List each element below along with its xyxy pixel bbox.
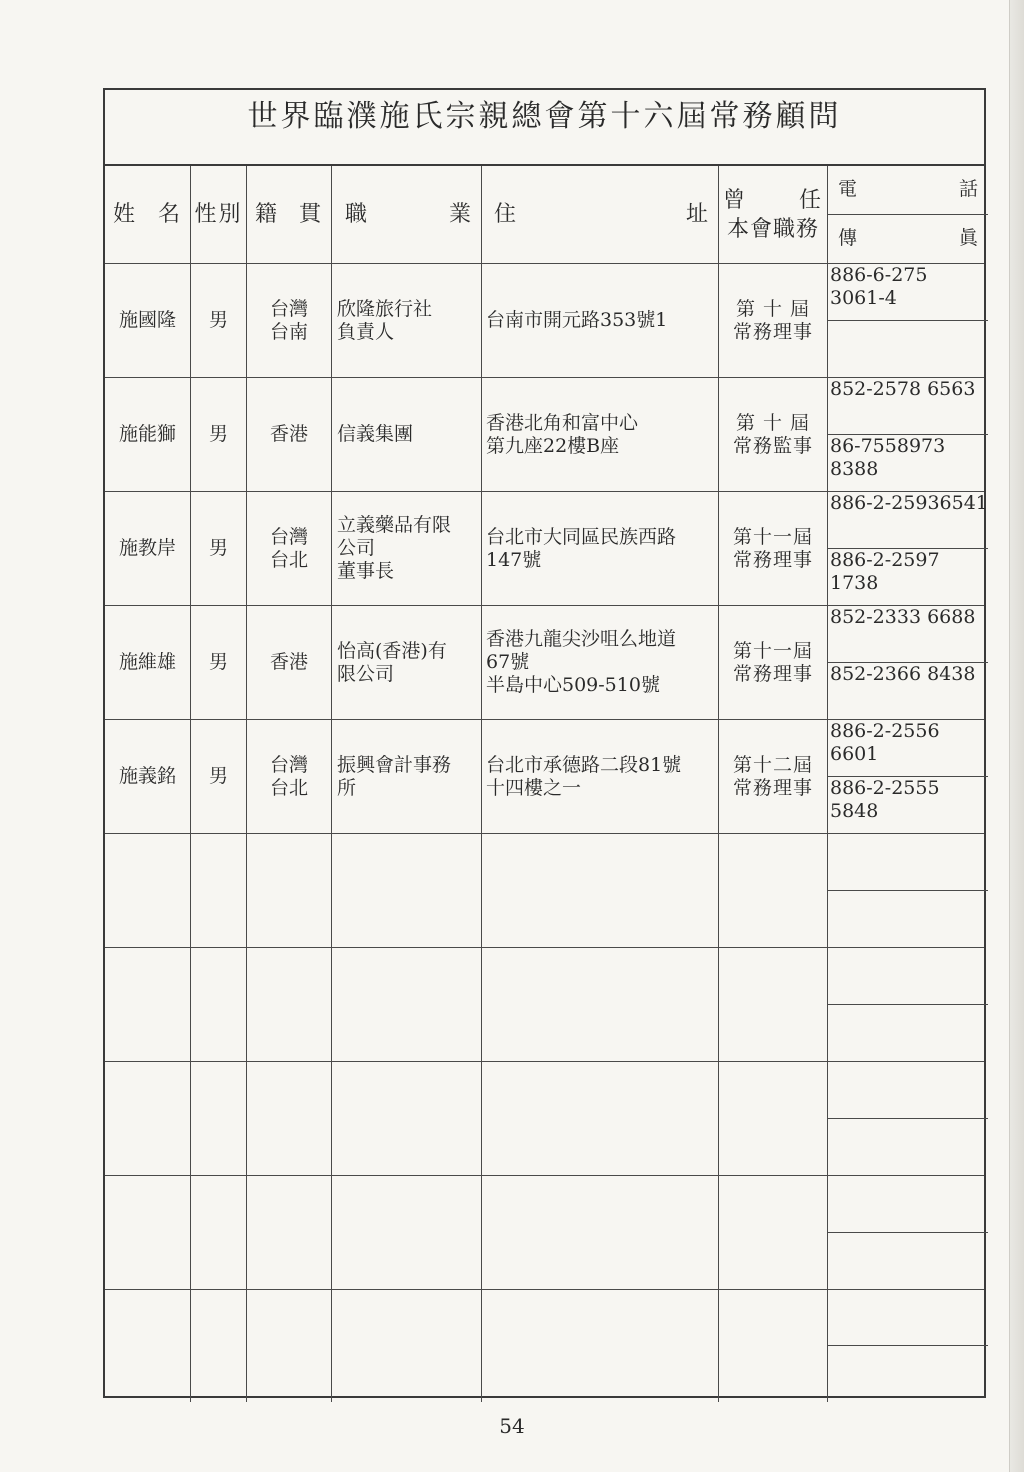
cell-occupation xyxy=(332,1290,482,1402)
origin-line: 台南 xyxy=(269,320,308,343)
table-row xyxy=(105,606,984,720)
header-addr-a: 住 xyxy=(494,202,519,227)
advisor-table xyxy=(103,88,986,1398)
header-phone-fax xyxy=(828,166,988,263)
cell-occupation xyxy=(332,606,482,719)
cell-occupation xyxy=(332,1176,482,1289)
occupation-line: 限公司 xyxy=(337,662,395,685)
fax-value xyxy=(828,1346,988,1402)
phone-value xyxy=(828,1290,988,1346)
header-job-b: 業 xyxy=(448,202,473,227)
page-edge xyxy=(1009,0,1024,1472)
header-origin xyxy=(247,166,332,263)
header-sex: 性別 xyxy=(191,166,247,263)
cell-address xyxy=(482,1290,719,1402)
post-line: 第 十 屆 xyxy=(735,411,811,434)
cell-sex xyxy=(191,1176,247,1289)
cell-origin xyxy=(247,720,332,833)
origin-line: 香港 xyxy=(269,423,308,445)
cell-address xyxy=(482,948,719,1061)
fax-line: 1738 xyxy=(830,571,879,594)
table-title: 世界臨濮施氏宗親總會第十六屆常務顧問 xyxy=(105,90,984,166)
cell-former-post xyxy=(719,1290,828,1402)
table-row xyxy=(105,264,984,378)
phone-line: 886-2-2556 xyxy=(830,720,940,742)
cell-former-post xyxy=(719,606,828,719)
phone-line: 6601 xyxy=(830,743,879,765)
cell-sex: 男 xyxy=(191,378,247,491)
table-row xyxy=(105,378,984,492)
header-origin-a: 籍 xyxy=(255,202,280,227)
address-line: 十四樓之一 xyxy=(486,776,582,799)
empty-row xyxy=(105,948,984,1062)
table-grid xyxy=(105,166,988,1402)
fax-value xyxy=(828,435,988,492)
header-origin-b: 貫 xyxy=(298,202,323,227)
cell-occupation xyxy=(332,948,482,1061)
cell-occupation xyxy=(332,264,482,377)
cell-origin xyxy=(247,834,332,947)
post-line: 第十一屆 xyxy=(732,639,813,662)
cell-former-post xyxy=(719,720,828,833)
phone-value xyxy=(828,720,988,777)
phone-line: 852-2578 6563 xyxy=(830,378,976,400)
occupation-line: 怡高(香港)有 xyxy=(337,639,447,662)
header-addr-b: 址 xyxy=(685,202,710,227)
phone-value xyxy=(828,1062,988,1119)
header-phone-a: 電 xyxy=(838,178,860,201)
cell-phone-fax xyxy=(828,948,988,1061)
occupation-line: 欣隆旅行社 xyxy=(337,297,433,320)
cell-origin xyxy=(247,948,332,1061)
cell-address xyxy=(482,720,719,833)
header-name xyxy=(105,166,191,263)
cell-origin xyxy=(247,1176,332,1289)
post-line: 第 十 屆 xyxy=(735,297,811,320)
phone-line: 886-6-275 xyxy=(830,264,928,286)
fax-line: 86-7558973 xyxy=(830,434,946,457)
address-line: 香港九龍尖沙咀么地道 xyxy=(486,628,677,650)
cell-sex: 男 xyxy=(191,264,247,377)
cell-phone-fax xyxy=(828,606,988,719)
fax-value xyxy=(828,891,988,948)
cell-name xyxy=(105,1176,191,1289)
origin-line: 台灣 xyxy=(269,753,308,776)
phone-value xyxy=(828,834,988,891)
phone-value xyxy=(828,1176,988,1233)
phone-value xyxy=(828,264,988,321)
address-line: 香港北角和富中心 xyxy=(486,411,639,434)
origin-line: 台灣 xyxy=(269,525,308,548)
occupation-line: 公司 xyxy=(337,537,376,559)
cell-former-post xyxy=(719,492,828,605)
empty-row xyxy=(105,1062,984,1176)
fax-line: 5848 xyxy=(830,799,879,822)
cell-sex xyxy=(191,1290,247,1402)
cell-phone-fax xyxy=(828,1062,988,1175)
occupation-line: 信義集團 xyxy=(337,423,414,445)
phone-line: 852-2333 6688 xyxy=(830,606,976,628)
page-number: 54 xyxy=(499,1414,525,1438)
cell-former-post xyxy=(719,1176,828,1289)
cell-address xyxy=(482,1176,719,1289)
cell-sex: 男 xyxy=(191,492,247,605)
cell-origin xyxy=(247,378,332,491)
origin-line: 香港 xyxy=(269,651,308,673)
cell-phone-fax xyxy=(828,378,988,491)
header-phone xyxy=(828,166,988,215)
cell-occupation xyxy=(332,720,482,833)
empty-row xyxy=(105,834,984,948)
header-post-a: 曾 xyxy=(723,187,748,213)
header-post-b: 任 xyxy=(798,187,823,213)
post-line: 第十二屆 xyxy=(732,753,813,776)
cell-origin xyxy=(247,1290,332,1402)
occupation-line: 董事長 xyxy=(337,560,395,582)
address-line: 台北市大同區民族西路 xyxy=(486,525,677,548)
header-row xyxy=(105,166,984,264)
occupation-line: 立義藥品有限 xyxy=(337,514,452,536)
cell-address xyxy=(482,606,719,719)
fax-value xyxy=(828,1119,988,1176)
cell-address xyxy=(482,264,719,377)
header-job xyxy=(332,166,482,263)
fax-value xyxy=(828,549,988,606)
cell-occupation xyxy=(332,378,482,491)
fax-value xyxy=(828,777,988,834)
header-fax-b: 眞 xyxy=(958,227,980,250)
phone-line: 3061-4 xyxy=(830,287,897,309)
header-address xyxy=(482,166,719,263)
cell-name xyxy=(105,948,191,1061)
empty-row xyxy=(105,1290,984,1402)
post-line: 常務理事 xyxy=(732,776,813,799)
post-line: 第十一屆 xyxy=(732,525,813,548)
cell-former-post xyxy=(719,264,828,377)
cell-former-post xyxy=(719,1062,828,1175)
fax-line: 886-2-2597 xyxy=(830,548,940,571)
cell-origin xyxy=(247,264,332,377)
header-post-line2: 本會職務 xyxy=(726,216,819,242)
cell-origin xyxy=(247,606,332,719)
cell-occupation xyxy=(332,1062,482,1175)
cell-former-post xyxy=(719,378,828,491)
origin-line: 台灣 xyxy=(269,297,308,320)
header-post xyxy=(719,166,828,263)
occupation-line: 負責人 xyxy=(337,320,395,343)
address-line: 第九座22樓B座 xyxy=(486,434,620,457)
header-name-a: 姓 xyxy=(113,202,138,227)
post-line: 常務理事 xyxy=(732,662,813,685)
cell-occupation xyxy=(332,834,482,947)
table-row xyxy=(105,720,984,834)
cell-phone-fax xyxy=(828,264,988,377)
header-phone-b: 話 xyxy=(958,178,980,201)
occupation-line: 所 xyxy=(337,776,357,799)
post-line: 常務理事 xyxy=(732,320,813,343)
address-line: 147號 xyxy=(486,548,542,571)
address-line: 半島中心509-510號 xyxy=(486,674,660,696)
origin-line: 台北 xyxy=(269,776,308,799)
cell-origin xyxy=(247,492,332,605)
phone-value xyxy=(828,492,988,549)
fax-value xyxy=(828,321,988,378)
address-line: 台南市開元路353號1 xyxy=(486,309,668,331)
phone-value xyxy=(828,948,988,1005)
cell-name: 施維雄 xyxy=(105,606,191,719)
phone-value xyxy=(828,378,988,435)
fax-line: 8388 xyxy=(830,457,879,480)
address-line: 台北市承德路二段81號 xyxy=(486,753,682,776)
cell-name: 施教岸 xyxy=(105,492,191,605)
cell-former-post xyxy=(719,948,828,1061)
cell-occupation xyxy=(332,492,482,605)
table-row xyxy=(105,492,988,606)
cell-sex xyxy=(191,1062,247,1175)
cell-phone-fax xyxy=(828,1176,988,1289)
cell-phone-fax xyxy=(828,834,988,947)
cell-address xyxy=(482,378,719,491)
cell-sex xyxy=(191,948,247,1061)
cell-name: 施國隆 xyxy=(105,264,191,377)
fax-line: 852-2366 8438 xyxy=(830,662,976,685)
cell-address xyxy=(482,834,719,947)
post-line: 常務監事 xyxy=(732,434,813,457)
header-fax xyxy=(828,215,988,264)
occupation-line: 振興會計事務 xyxy=(337,753,452,776)
cell-origin xyxy=(247,1062,332,1175)
header-job-a: 職 xyxy=(345,202,370,227)
fax-value xyxy=(828,663,988,720)
cell-sex: 男 xyxy=(191,720,247,833)
post-line: 常務理事 xyxy=(732,548,813,571)
header-fax-a: 傳 xyxy=(838,227,860,250)
phone-line: 886-2-25936541 xyxy=(830,492,988,514)
fax-line: 886-2-2555 xyxy=(830,776,940,799)
cell-phone-fax xyxy=(828,720,988,833)
fax-value xyxy=(828,1233,988,1290)
address-line: 67號 xyxy=(486,651,530,673)
cell-address xyxy=(482,492,719,605)
cell-phone-fax xyxy=(828,1290,988,1402)
cell-sex: 男 xyxy=(191,606,247,719)
cell-phone-fax xyxy=(828,492,988,605)
data-rows xyxy=(105,264,988,1402)
cell-address xyxy=(482,1062,719,1175)
header-name-b: 名 xyxy=(157,202,182,227)
empty-row xyxy=(105,1176,984,1290)
cell-name: 施義銘 xyxy=(105,720,191,833)
phone-value xyxy=(828,606,988,663)
cell-name xyxy=(105,1290,191,1402)
cell-sex xyxy=(191,834,247,947)
cell-name: 施能獅 xyxy=(105,378,191,491)
cell-former-post xyxy=(719,834,828,947)
cell-name xyxy=(105,1062,191,1175)
cell-name xyxy=(105,834,191,947)
fax-value xyxy=(828,1005,988,1062)
origin-line: 台北 xyxy=(269,548,308,571)
